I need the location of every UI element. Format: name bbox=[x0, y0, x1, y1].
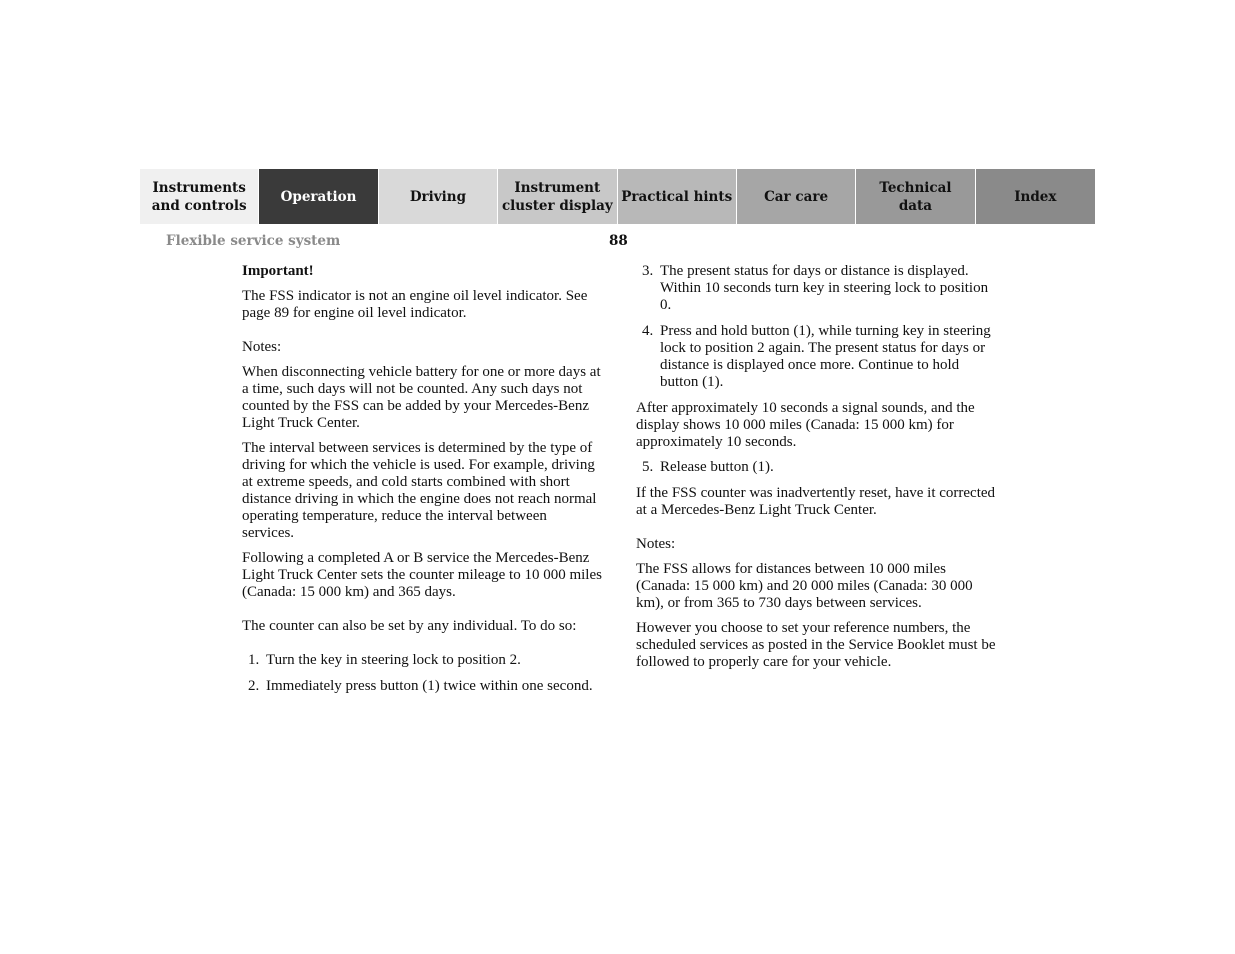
step-item bbox=[636, 459, 996, 476]
tab-instruments-and-controls[interactable]: Instruments and controls bbox=[140, 169, 259, 224]
left-column bbox=[242, 263, 602, 704]
step-item bbox=[636, 323, 996, 391]
step-number: 3. bbox=[642, 263, 654, 279]
tab-driving[interactable]: Driving bbox=[379, 169, 498, 224]
step-text: Release button (1). bbox=[660, 459, 774, 475]
fss-range-paragraph: The FSS allows for distances between 10 000 miles (Canada: 15 000 km) and 20 000 miles (Canada: 30 000 km), or from 365 to 730 days between services. bbox=[636, 561, 973, 611]
important-heading: Important! bbox=[242, 263, 314, 279]
tab-practical-hints[interactable]: Practical hints bbox=[618, 169, 737, 224]
right-column bbox=[636, 263, 996, 679]
tab-car-care[interactable]: Car care bbox=[737, 169, 856, 224]
step-item bbox=[242, 678, 602, 695]
notes-label: Notes: bbox=[636, 536, 676, 552]
step-number: 1. bbox=[248, 652, 260, 668]
page-number: 88 bbox=[609, 233, 628, 249]
tab-operation[interactable]: Operation bbox=[259, 169, 378, 224]
step-number: 2. bbox=[248, 678, 260, 694]
chapter-tab-bar bbox=[140, 169, 1095, 224]
tab-index[interactable]: Index bbox=[976, 169, 1095, 224]
tab-instrument-cluster-display[interactable]: Instrument cluster display bbox=[498, 169, 617, 224]
note-interval-paragraph: The interval between services is determined by the type of driving for which the vehicle is used. For example, driving at extreme speeds, and cold starts combined with short distance driving in which the engine does not reach normal operating temperature, reduce the interval between services. bbox=[242, 440, 597, 541]
service-booklet-paragraph: However you choose to set your reference numbers, the scheduled services as posted in the Service Booklet must be followed to properly care for your vehicle. bbox=[636, 620, 996, 670]
service-reset-paragraph: Following a completed A or B service the Mercedes-Benz Light Truck Center sets the counter mileage to 10 000 miles (Canada: 15 000 km) and 365 days. bbox=[242, 550, 602, 600]
step-number: 4. bbox=[642, 323, 654, 339]
reset-warning-paragraph: If the FSS counter was inadvertently reset, have it corrected at a Mercedes-Benz Light Truck Center. bbox=[636, 485, 996, 518]
step-note: After approximately 10 seconds a signal sounds, and the display shows 10 000 miles (Canada: 15 000 km) for approximately 10 seconds. bbox=[636, 400, 975, 450]
step-number: 5. bbox=[642, 459, 654, 475]
step-text: Press and hold button (1), while turning key in steering lock to position 2 again. The present status for days or distance is displayed once more. Continue to hold button (1). bbox=[660, 323, 991, 390]
section-title: Flexible service system bbox=[166, 233, 341, 249]
important-text: The FSS indicator is not an engine oil level indicator. See page 89 for engine oil level indicator. bbox=[242, 288, 588, 321]
note-battery-paragraph: When disconnecting vehicle battery for one or more days at a time, such days will not be counted. Any such days not counted by the FSS can be added by your Mercedes-Benz Light Truck Center. bbox=[242, 364, 601, 431]
step-text: Turn the key in steering lock to position 2. bbox=[266, 652, 521, 668]
step-text: Immediately press button (1) twice within one second. bbox=[266, 678, 593, 694]
step-item bbox=[242, 652, 602, 669]
tab-technical-data[interactable]: Technical data bbox=[856, 169, 975, 224]
notes-label: Notes: bbox=[242, 339, 282, 355]
step-item bbox=[636, 263, 996, 314]
step-text: The present status for days or distance is displayed. Within 10 seconds turn key in steering lock to position 0. bbox=[660, 263, 989, 313]
individual-setting-paragraph: The counter can also be set by any individual. To do so: bbox=[242, 618, 577, 634]
